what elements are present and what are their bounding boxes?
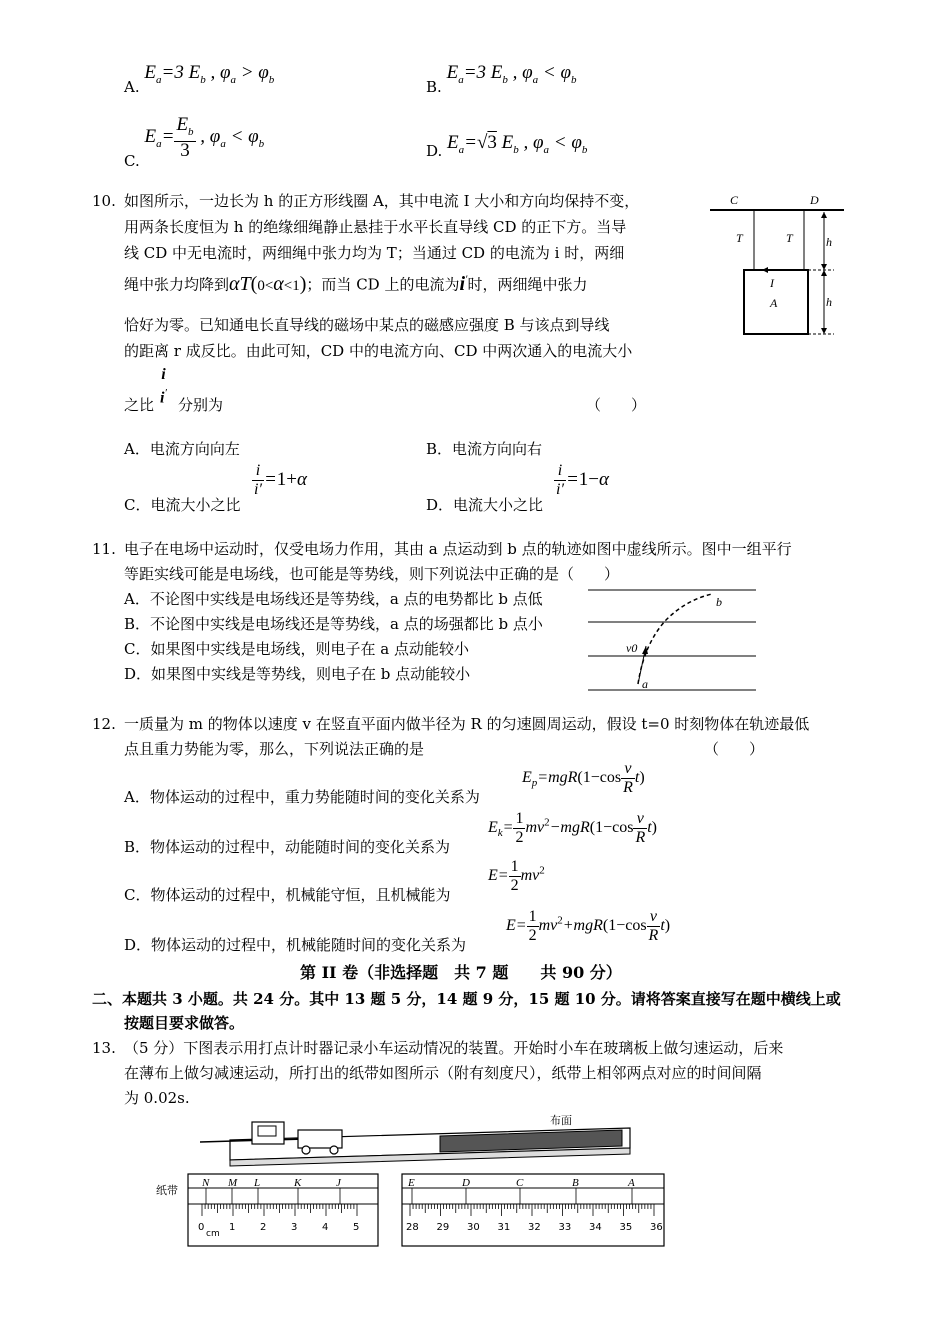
q9-option-b-formula: $E_a=3$ $E_b$ , $\varphi_a < \varphi_b$ <box>446 62 577 86</box>
q13-line-3: 为 0.02s. <box>124 1089 190 1107</box>
arrow-head <box>821 212 827 218</box>
ruler-tick-label: 28 <box>406 1222 419 1233</box>
q9-option-d <box>426 132 588 160</box>
label-a: A <box>770 296 778 310</box>
q10-line-4-part-b: ；而当 CD 上的电流为 <box>306 275 460 294</box>
q9-option-a <box>124 62 275 96</box>
q10-i-prime: i′ <box>459 272 468 295</box>
q13-number: 13. <box>92 1039 116 1057</box>
section-2-instructions-1: 二、本题共 3 小题。共 24 分。其中 13 题 5 分，14 题 9 分，15 题 10 分。请将答案直接写在题中横线上或 <box>92 990 841 1008</box>
q10-answer-paren: （ ） <box>586 396 647 414</box>
q11-option-a: A．不论图中实线是电场线还是等势线，a 点的电势都比 b 点低 <box>124 590 543 608</box>
q10-line-4-part-c: 时，两细绳中张力 <box>467 275 588 294</box>
label-h-lower: h <box>826 295 832 309</box>
q10-option-a: A．电流方向向左 <box>124 440 240 458</box>
q9-option-c-letter: C. <box>124 152 140 171</box>
q12-option-c: C．物体运动的过程中，机械能守恒，且机械能为 <box>124 886 451 904</box>
q10-line-7-part-b: 分别为 <box>178 396 224 414</box>
label-b: b <box>716 595 722 609</box>
ruler-tick-label: 4 <box>322 1222 329 1233</box>
q10-coil-figure <box>704 190 854 350</box>
ruler-tick-label: 5 <box>353 1222 360 1233</box>
tape-point-label: B <box>572 1177 579 1189</box>
q10-line-4-part-a: 绳中张力均降到 <box>124 275 230 294</box>
q9-option-b <box>426 62 577 96</box>
q10-line-5: 恰好为零。已知通电长直导线的磁场中某点的磁感应强度 B 与该点到导线 <box>124 316 610 334</box>
q11-line-1: 电子在电场中运动时，仅受电场力作用，其由 a 点运动到 b 点的轨迹如图中虚线所示。图中一组平行 <box>124 540 792 558</box>
ruler-tick-label: 1 <box>229 1222 236 1233</box>
q10-ratio-fraction: i i′ <box>160 366 167 407</box>
tape-point-label: C <box>516 1177 524 1189</box>
q10-option-d: D．电流大小之比 <box>426 496 544 514</box>
tape-point-label: D <box>462 1177 470 1189</box>
ruler-tick-label: 33 <box>558 1222 572 1233</box>
timer <box>252 1122 284 1144</box>
q9-option-a-letter: A. <box>124 78 140 96</box>
q9-option-a-formula: $E_a=3$ $E_b$ , $\varphi_a > \varphi_b$ <box>144 62 275 86</box>
q10-line-7 <box>124 394 154 416</box>
q12-line-2: 点且重力势能为零，那么，下列说法正确的是 <box>124 740 425 758</box>
label-i: I <box>770 276 774 290</box>
tape-point-label: A <box>628 1177 635 1189</box>
tape-point-label: K <box>294 1177 302 1189</box>
right-ruler <box>402 1174 664 1246</box>
q11-number: 11. <box>92 540 116 558</box>
q12-option-c-formula: E= $\frac{1}{2}$ $mv^2$ <box>488 858 545 894</box>
q10-alpha-t-formula: αT(0<α<1) <box>229 272 307 295</box>
q13-line-1: （5 分）下图表示用打点计时器记录小车运动情况的装置。开始时小车在玻璃板上做匀速运动，后来 <box>124 1039 784 1057</box>
q10-line-7-part-a: 之比 <box>124 396 155 414</box>
q9-option-b-letter: B. <box>426 78 442 96</box>
label-v0: v0 <box>626 641 638 655</box>
cart <box>298 1130 342 1148</box>
q12-option-d: D．物体运动的过程中，机械能随时间的变化关系为 <box>124 936 467 954</box>
unit-label: cm <box>206 1229 220 1239</box>
q10-line-6: 的距离 r 成反比。由此可知，CD 中的电流方向、CD 中两次通入的电流大小 <box>124 342 633 360</box>
ruler-tick-label: 35 <box>619 1222 633 1233</box>
q10-line-4 <box>124 268 587 297</box>
ruler-tick-label: 2 <box>260 1222 267 1233</box>
q10-number: 10. <box>92 192 116 210</box>
q12-answer-paren: （ ） <box>704 740 765 758</box>
q11-field-figure <box>586 584 758 696</box>
arrow-head <box>821 270 827 276</box>
q10-option-c: C．电流大小之比 <box>124 496 241 514</box>
q12-option-d-formula: E= $\frac{1}{2}$ $mv^2+mgR(1-\cos$ $\frac{v}{R}$ t) <box>506 908 671 944</box>
trajectory <box>638 594 712 684</box>
ruler-tick-label: 3 <box>291 1222 298 1233</box>
ruler-tick-label: 30 <box>467 1222 480 1233</box>
label-d: D <box>810 193 819 207</box>
q10-option-c-formula: $\frac{i}{i'}$ =1+α <box>254 462 307 498</box>
q12-option-b-formula: $E_k=$ $\frac{1}{2}$ $mv^2-mgR(1-\cos$ $\frac{v}{R}$ t) <box>488 810 657 846</box>
ruler-tick-label: 31 <box>497 1222 511 1233</box>
tape-point-label: L <box>254 1177 261 1189</box>
right-ruler-labels <box>406 1222 663 1233</box>
q11-line-2: 等距实线可能是电场线，也可能是等势线，则下列说法中正确的是（ ） <box>124 565 620 583</box>
q13-apparatus-figure <box>140 1108 840 1252</box>
label-h-upper: h <box>826 235 832 249</box>
current-arrow <box>762 267 768 273</box>
q10-line-1: 如图所示，一边长为 h 的正方形线圈 A，其中电流 I 大小和方向均保持不变， <box>124 192 640 210</box>
tape-label: 纸带 <box>156 1184 178 1197</box>
label-c: C <box>730 193 739 207</box>
arrow-head <box>821 264 827 270</box>
q9-option-c <box>124 114 265 171</box>
ruler-tick-label: 0 <box>198 1222 205 1233</box>
cart-wheel <box>330 1146 338 1154</box>
cart-wheel <box>302 1146 310 1154</box>
ruler-tick-label: 34 <box>589 1222 602 1233</box>
q10-line-3: 线 CD 中无电流时，两细绳中张力均为 T；当通过 CD 的电流为 i 时，两细 <box>124 244 625 262</box>
cloth-label: 布面 <box>550 1114 572 1127</box>
q10-option-d-formula: $\frac{i}{i'}$ =1−α <box>556 462 609 498</box>
q10-line-2: 用两条长度恒为 h 的绝缘细绳静止悬挂于水平长直导线 CD 的正下方。当导 <box>124 218 627 236</box>
arrow-head <box>821 328 827 334</box>
q10-option-b: B．电流方向向右 <box>426 440 543 458</box>
q12-number: 12. <box>92 715 116 733</box>
ruler-tick-label: 29 <box>436 1222 450 1233</box>
q9-option-d-letter: D. <box>426 142 443 160</box>
q12-option-a: A．物体运动的过程中，重力势能随时间的变化关系为 <box>124 788 480 806</box>
q12-line-1: 一质量为 m 的物体以速度 v 在竖直平面内做半径为 R 的匀速圆周运动，假设 t=0 时刻物体在轨迹最低 <box>124 715 810 733</box>
ruler-tick-label: 32 <box>528 1222 541 1233</box>
q12-option-a-formula: $E_p=mgR(1-\cos$ $\frac{v}{R}$ t) <box>522 760 645 796</box>
tape-point-label: N <box>202 1177 210 1189</box>
q9-option-d-formula: $E_a=√3$ $E_b$ , $\varphi_a < \varphi_b$ <box>447 132 588 156</box>
section-2-instructions-2: 按题目要求做答。 <box>124 1014 245 1032</box>
q13-line-2: 在薄布上做匀减速运动，所打出的纸带如图所示（附有刻度尺），纸带上相邻两点对应的时间间隔 <box>124 1064 762 1082</box>
q11-option-c: C．如果图中实线是电场线，则电子在 a 点动能较小 <box>124 640 469 658</box>
q12-option-b: B．物体运动的过程中，动能随时间的变化关系为 <box>124 838 451 856</box>
section-2-title: 第 II 卷（非选择题 共 7 题 共 90 分） <box>300 963 622 982</box>
label-t-right: T <box>786 231 793 245</box>
label-a: a <box>642 677 648 691</box>
ruler-tick-label: 36 <box>650 1222 663 1233</box>
q11-option-b: B．不论图中实线是电场线还是等势线，a 点的场强都比 b 点小 <box>124 615 543 633</box>
label-t-left: T <box>736 231 743 245</box>
tape-point-label: E <box>408 1177 415 1189</box>
tape-point-label: M <box>228 1177 238 1189</box>
q11-option-d: D．如果图中实线是等势线，则电子在 b 点动能较小 <box>124 665 471 683</box>
tape-point-label: J <box>336 1177 341 1189</box>
q9-option-c-formula: $E_a=$ $\frac{E_b}{3}$ , $\varphi_a < \varphi_b$ <box>144 114 265 161</box>
